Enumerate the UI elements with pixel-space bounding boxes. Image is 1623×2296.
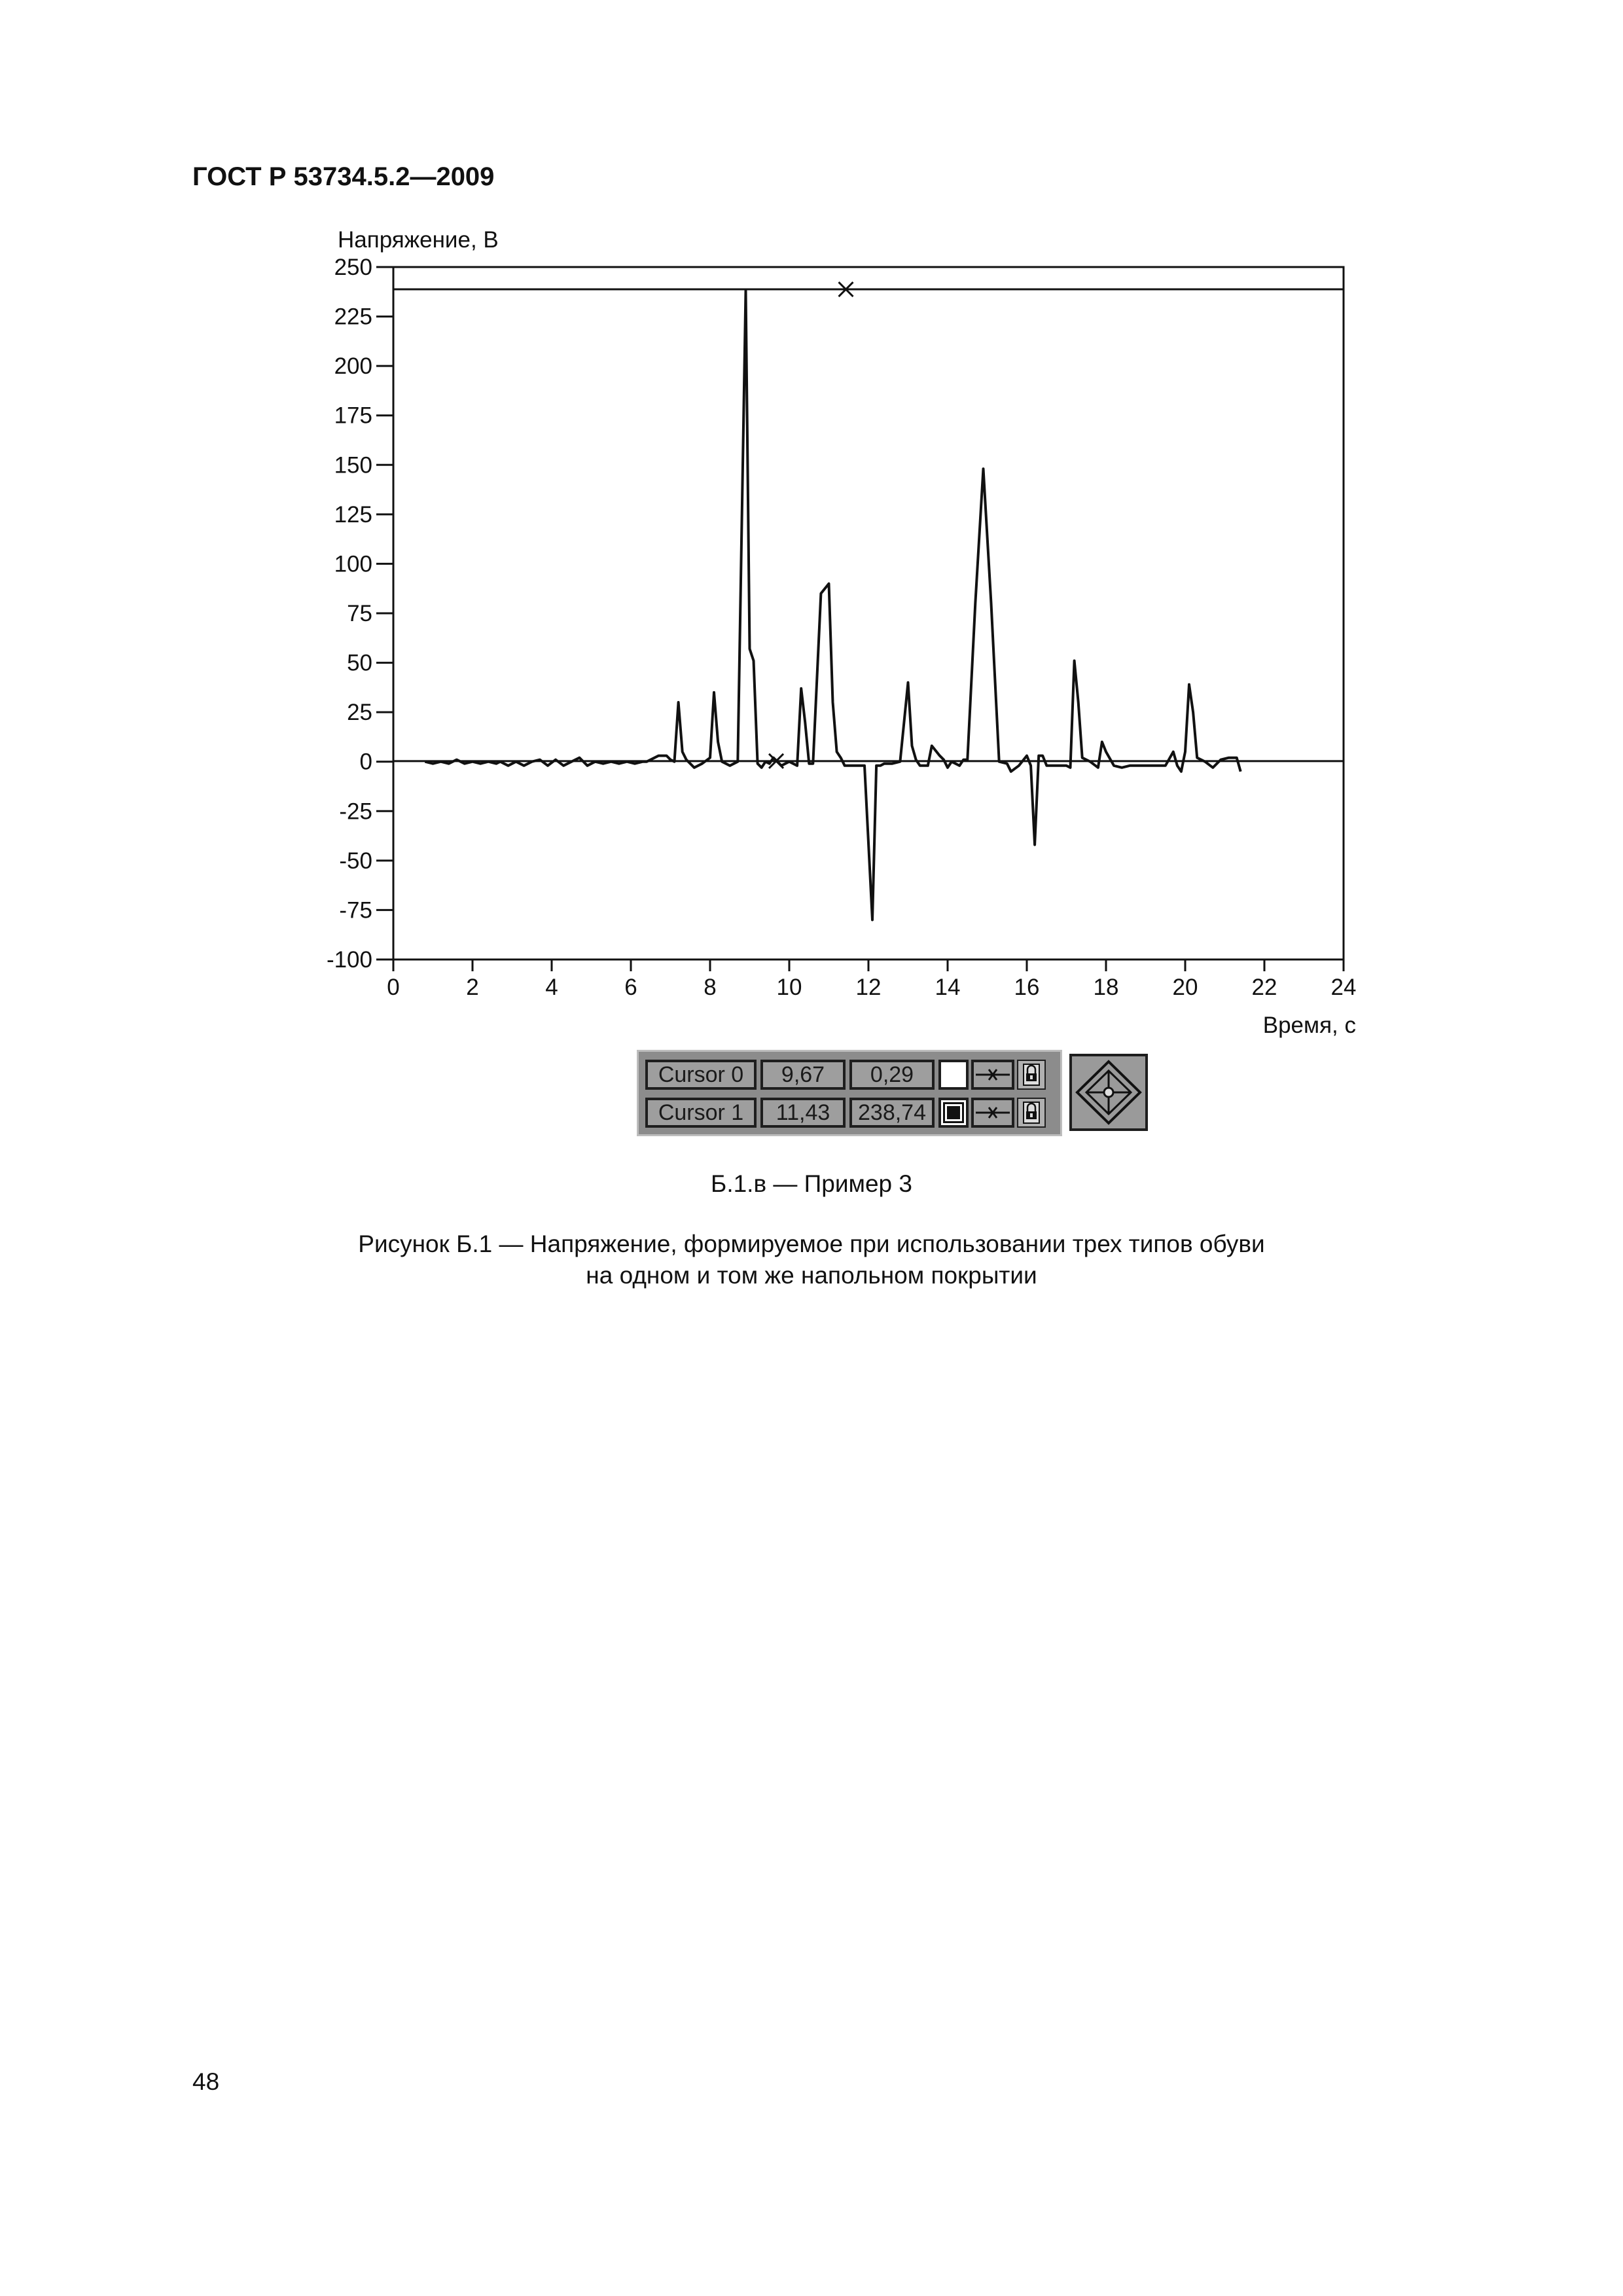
y-tick-label: 175 [334, 403, 372, 429]
cursor-1-lock-button[interactable] [1017, 1098, 1046, 1128]
cursor-1-marker-style-button[interactable] [971, 1098, 1014, 1128]
cursor-marker-icon [974, 1065, 1011, 1085]
cursor-1-x-value[interactable]: 11,43 [760, 1098, 846, 1128]
y-tick-label: 250 [334, 255, 372, 280]
cursor-0-name[interactable]: Cursor 0 [645, 1060, 757, 1090]
cursor-row-1 [645, 1096, 1046, 1129]
series-layer [425, 291, 1240, 920]
x-tick-label: 0 [387, 975, 400, 1000]
x-axis [387, 960, 1356, 1000]
x-tick-label: 12 [855, 975, 882, 1000]
page-number: 48 [192, 2068, 220, 2095]
y-tick-label: -100 [326, 947, 372, 973]
y-axis [327, 255, 393, 973]
cursor-0-marker-style-button[interactable] [971, 1060, 1014, 1090]
y-axis-label: Напряжение, В [338, 227, 499, 253]
y-tick-label: -25 [339, 798, 372, 825]
y-tick-label: 150 [334, 452, 372, 478]
cursor-row-0 [645, 1058, 1046, 1091]
cursor-1-color-swatch[interactable] [938, 1098, 969, 1128]
cursor-0-y-value[interactable]: 0,29 [849, 1060, 935, 1090]
voltage-series-line [425, 291, 1240, 920]
document-header: ГОСТ Р 53734.5.2—2009 [192, 162, 495, 191]
figure-caption-line-1: Рисунок Б.1 — Напряжение, формируемое при использовании трех типов обуви [358, 1230, 1265, 1257]
y-tick-label: 100 [334, 551, 372, 577]
x-tick-label: 22 [1251, 975, 1277, 1000]
cursor-panel [637, 1050, 1062, 1136]
y-tick-label: -50 [339, 848, 372, 874]
cursor-1-name[interactable]: Cursor 1 [645, 1098, 757, 1128]
x-tick-label: 16 [1014, 975, 1040, 1000]
x-tick-label: 14 [935, 975, 961, 1000]
x-tick-label: 18 [1093, 975, 1119, 1000]
cursor-0-lock-button[interactable] [1017, 1060, 1046, 1090]
subfigure-caption: Б.1.в — Пример 3 [711, 1170, 912, 1197]
figure-caption [0, 1229, 1623, 1291]
cursor-movement-pad[interactable] [1069, 1054, 1148, 1131]
voltage-chart [0, 0, 1623, 1060]
lock-icon [1020, 1062, 1043, 1087]
cursor-navigation-icon [1072, 1056, 1145, 1128]
figure-caption-line-2: на одном и том же напольном покрытии [586, 1262, 1037, 1289]
y-tick-label: 50 [347, 650, 372, 676]
x-axis-label: Время, с [1262, 1013, 1356, 1038]
x-tick-label: 10 [776, 975, 802, 1000]
y-tick-label: 0 [359, 749, 372, 775]
y-tick-label: 200 [334, 353, 372, 380]
y-tick-label: 25 [347, 700, 372, 726]
x-tick-label: 6 [624, 975, 637, 1000]
cursor-marker-icon [974, 1103, 1011, 1122]
cursor-0-x-value[interactable]: 9,67 [760, 1060, 846, 1090]
y-tick-label: 75 [347, 601, 372, 626]
x-tick-label: 8 [704, 975, 717, 1000]
y-tick-label: -75 [339, 897, 372, 924]
lock-icon [1020, 1100, 1043, 1125]
y-tick-label: 225 [334, 304, 372, 330]
x-tick-label: 4 [545, 975, 558, 1000]
cursor-lines [393, 282, 1344, 768]
cursor-1-y-value[interactable]: 238,74 [849, 1098, 935, 1128]
cursor-0-color-swatch[interactable] [938, 1060, 969, 1090]
x-tick-label: 20 [1172, 975, 1198, 1000]
x-tick-label: 24 [1330, 975, 1357, 1000]
y-tick-label: 125 [334, 501, 372, 528]
x-tick-label: 2 [466, 975, 479, 1000]
